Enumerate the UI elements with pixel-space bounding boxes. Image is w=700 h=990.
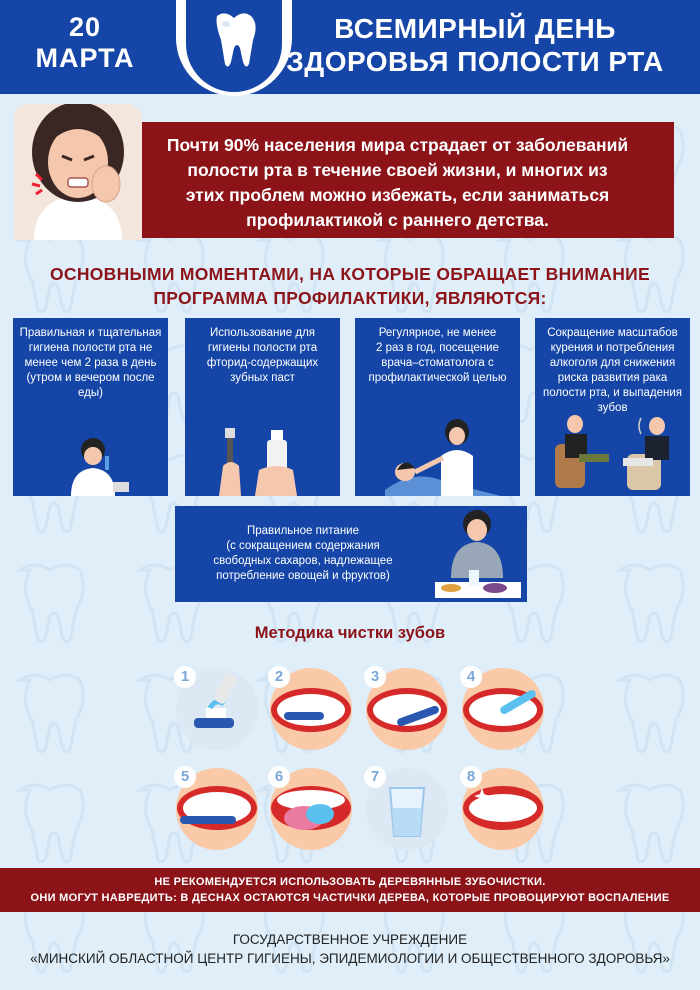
intro-line: профилактикой с раннего детства. <box>246 210 549 230</box>
card-line: алкоголя для снижения <box>549 357 676 369</box>
step-number: 3 <box>364 666 386 688</box>
card-line: (с сокращением содержания <box>226 540 380 552</box>
card-line: свободных сахаров, надлежащее <box>213 555 393 567</box>
intro-line: этих проблем можно избежать, если заниматься <box>185 185 610 205</box>
page-title <box>255 12 695 78</box>
toothbrush-and-paste-icon <box>215 426 315 496</box>
date-day: 20 <box>68 12 102 42</box>
card-line: еды) <box>78 387 103 399</box>
step-number: 2 <box>268 666 290 688</box>
title-line-2: ЗДОРОВЬЯ ПОЛОСТИ РТА <box>286 46 664 77</box>
step-number: 8 <box>460 766 482 788</box>
card-line: зубов <box>597 402 628 414</box>
card-dentist-visit <box>355 318 520 496</box>
section-heading-line: ОСНОВНЫМИ МОМЕНТАМИ, НА КОТОРЫЕ ОБРАЩАЕТ ВНИМАНИЕ <box>49 264 651 284</box>
woman-face-icon <box>14 104 142 240</box>
card-text <box>17 326 164 401</box>
intro-line: полости рта в течение своей жизни, и многих из <box>187 160 608 180</box>
card-text <box>538 326 687 416</box>
card-line: врача–стоматолога с <box>381 357 494 369</box>
card-line: 2 раз в год, посещение <box>376 342 499 354</box>
intro-text <box>135 133 660 233</box>
card-oral-hygiene <box>13 318 168 496</box>
tooth-icon <box>209 10 259 70</box>
card-text <box>359 326 516 386</box>
step-number: 4 <box>460 666 482 688</box>
organization-footer <box>0 930 700 968</box>
brushing-method-heading: Методика чистки зубов <box>254 624 446 642</box>
section-heading <box>20 262 680 310</box>
card-line: Правильное питание <box>247 525 359 537</box>
step-number: 6 <box>268 766 290 788</box>
card-nutrition <box>175 506 527 602</box>
event-date <box>20 12 150 74</box>
card-line: профилактической целью <box>368 372 507 384</box>
footer-line: ГОСУДАРСТВЕННОЕ УЧРЕЖДЕНИЕ <box>232 932 468 947</box>
section-heading-line: ПРОГРАММА ПРОФИЛАКТИКИ, ЯВЛЯЮТСЯ: <box>153 288 547 308</box>
card-line: Правильная и тщательная <box>19 327 162 339</box>
card-line: полости рта, и выпадения <box>542 387 683 399</box>
step-number: 7 <box>364 766 386 788</box>
footer-line: «МИНСКИЙ ОБЛАСТНОЙ ЦЕНТР ГИГИЕНЫ, ЭПИДЕМИОЛОГИИ И ОБЩЕСТВЕННОГО ЗДОРОВЬЯ» <box>30 951 670 966</box>
card-line: Использование для <box>209 327 316 339</box>
warning-line: ОНИ МОГУТ НАВРЕДИТЬ: В ДЕСНАХ ОСТАЮТСЯ ЧАСТИЧКИ ДЕРЕВА, КОТОРЫЕ ПРОВОЦИРУЮТ ВОСПАЛЕНИЕ <box>30 892 670 904</box>
warning-line: НЕ РЕКОМЕНДУЕТСЯ ИСПОЛЬЗОВАТЬ ДЕРЕВЯННЫЕ ЗУБОЧИСТКИ. <box>154 876 546 888</box>
title-line-1: ВСЕМИРНЫЙ ДЕНЬ <box>334 13 616 44</box>
card-line: (утром и вечером после <box>26 372 155 384</box>
card-line: Сокращение масштабов <box>547 327 678 339</box>
card-text <box>193 524 413 584</box>
intro-line: Почти 90% населения мира страдает от заболеваний <box>166 135 629 155</box>
card-line: менее чем 2 раза в день <box>24 357 157 369</box>
smoking-men-icon <box>549 414 685 496</box>
warning-banner <box>0 868 700 912</box>
card-smoking-alcohol <box>535 318 690 496</box>
card-line: гигиены полости рта <box>207 342 318 354</box>
card-line: потребление овощей и фруктов) <box>216 570 390 582</box>
card-line: фторид-содержащих <box>206 357 319 369</box>
step-number: 5 <box>174 766 196 788</box>
card-fluoride-toothpaste <box>185 318 340 496</box>
brushing-person-icon <box>53 436 133 496</box>
step-number: 1 <box>174 666 196 688</box>
card-line: риска развития рака <box>557 372 668 384</box>
card-line: курения и потребления <box>550 342 675 354</box>
eating-person-icon <box>429 508 525 600</box>
card-text <box>189 326 336 386</box>
date-month: МАРТА <box>35 43 135 73</box>
dentist-patient-icon <box>383 418 503 496</box>
card-line: гигиена полости рта не <box>28 342 153 354</box>
card-line: Регулярное, не менее <box>378 327 497 339</box>
toothache-woman-illustration <box>14 104 142 240</box>
header-banner <box>0 0 700 94</box>
card-line: зубных паст <box>230 372 295 384</box>
